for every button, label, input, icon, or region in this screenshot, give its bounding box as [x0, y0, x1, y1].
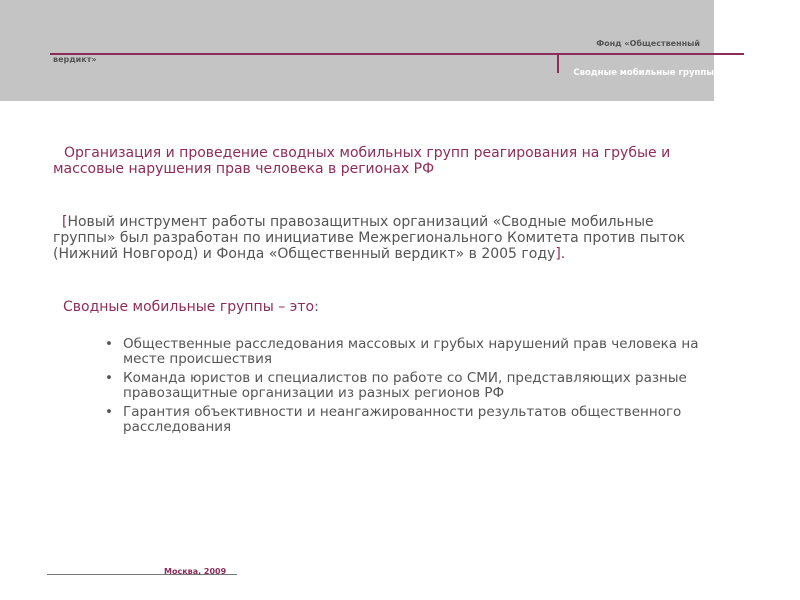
- bullet-list: [105, 337, 715, 439]
- header-rule-vertical: [557, 55, 559, 73]
- intro-paragraph: [53, 214, 713, 262]
- list-item: [105, 405, 715, 435]
- org-name-line1: Фонд «Общественный: [596, 39, 700, 48]
- list-heading-colon: :: [314, 299, 319, 315]
- list-item-text: Команда юристов и специалистов по работе со СМИ, представляющих разные правозащитные организации из разных регионов РФ: [123, 370, 687, 401]
- list-item: [105, 371, 715, 401]
- header-subtitle: Сводные мобильные группы: [573, 68, 714, 78]
- list-heading-text: Сводные мобильные группы – это: [63, 299, 315, 315]
- org-name-line2: вердикт»: [53, 55, 97, 64]
- intro-open-bracket: [: [62, 214, 68, 230]
- bullet-icon: •: [105, 370, 113, 386]
- list-item-text: Общественные расследования массовых и грубых нарушений прав человека на месте происшествия: [123, 336, 699, 367]
- list-heading: [63, 299, 319, 315]
- bullet-icon: •: [105, 336, 113, 352]
- slide-title: Организация и проведение сводных мобильных групп реагирования на грубые и массовые нарушения прав человека в регионах РФ: [53, 145, 671, 177]
- list-item-text: Гарантия объективности и неангажированности результатов общественного расследования: [123, 404, 682, 435]
- header-band: [0, 0, 714, 101]
- footer-place-date: Москва, 2009: [164, 567, 227, 576]
- header-rule: [50, 53, 744, 55]
- intro-text: Новый инструмент работы правозащитных организаций «Сводные мобильные группы» был разработан по инициативе Межрегионального Комитета против пыток (Нижний Новгород) и Фонда «Общественный вердикт» в 2005 году: [53, 214, 686, 262]
- bullet-icon: •: [105, 404, 113, 420]
- list-item: [105, 337, 715, 367]
- intro-close-bracket: ].: [555, 246, 566, 262]
